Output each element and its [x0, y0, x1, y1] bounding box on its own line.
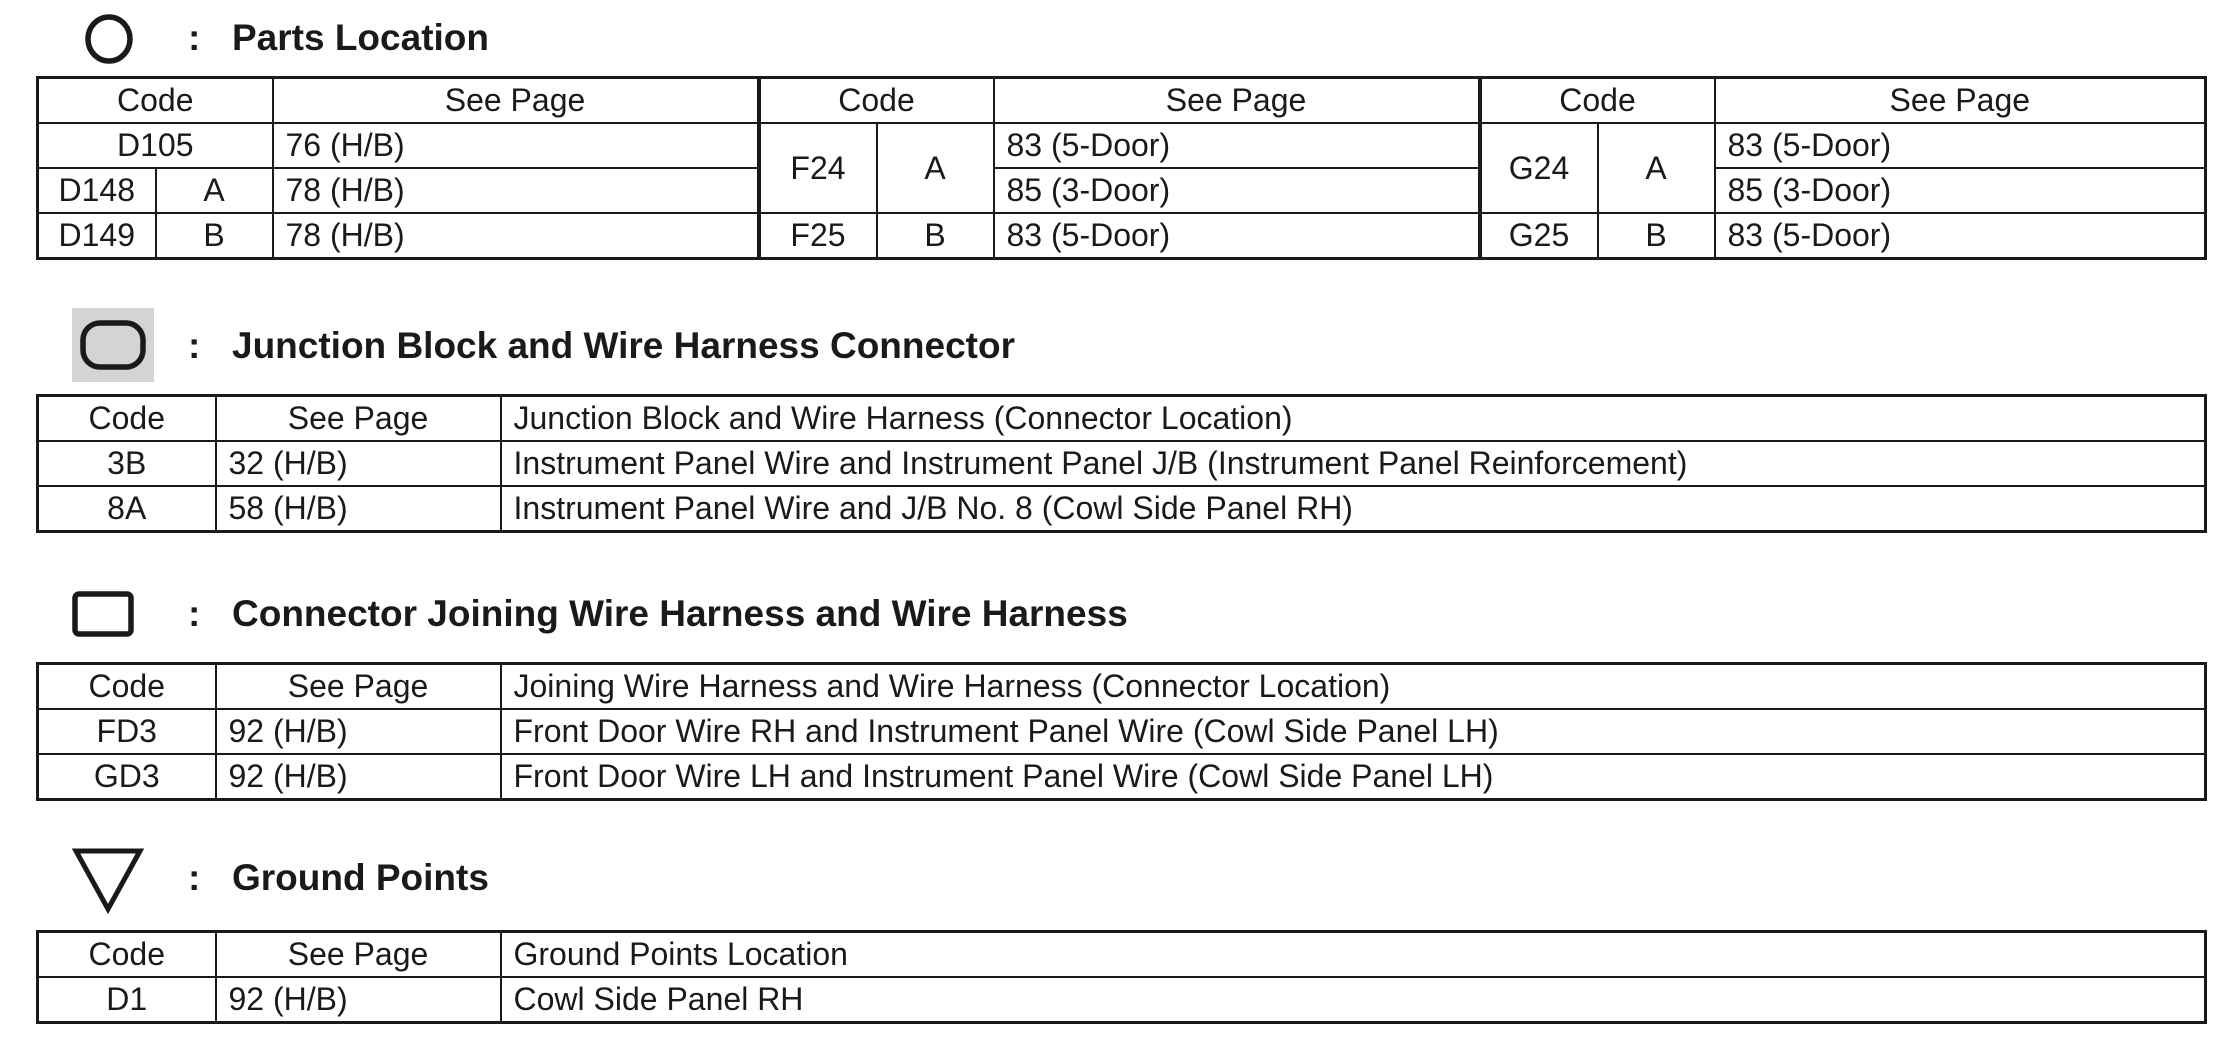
circle-icon — [84, 14, 134, 64]
parts-location-table — [36, 76, 2207, 260]
page-cell: 32 (H/B) — [216, 441, 501, 486]
page-cell: 92 (H/B) — [216, 977, 501, 1023]
table-header-row — [38, 664, 2206, 710]
see-page-header: See Page — [216, 396, 501, 442]
joining-connector-table — [36, 662, 2207, 801]
table-row — [38, 213, 2206, 259]
location-cell: Cowl Side Panel RH — [501, 977, 2206, 1023]
table-row — [38, 168, 2206, 213]
page-cell: 83 (5-Door) — [1715, 123, 2206, 168]
code-header: Code — [38, 396, 216, 442]
rounded-rectangle-icon — [72, 308, 154, 382]
section-colon: : — [188, 325, 201, 366]
junction-block-header — [0, 300, 2234, 380]
page-cell: 85 (3-Door) — [994, 168, 1480, 213]
see-page-header: See Page — [1715, 78, 2206, 124]
code-header: Code — [759, 78, 994, 124]
page-cell: 83 (5-Door) — [994, 123, 1480, 168]
code-cell: D105 — [38, 123, 273, 168]
code-cell: 3B — [38, 441, 216, 486]
joining-connector-title: Connector Joining Wire Harness and Wire Harness — [232, 593, 1128, 634]
section-colon: : — [188, 857, 201, 898]
code-header: Code — [38, 932, 216, 978]
location-header: Joining Wire Harness and Wire Harness (Connector Location) — [501, 664, 2206, 710]
page-cell: 92 (H/B) — [216, 754, 501, 800]
table-row — [38, 486, 2206, 532]
code-header: Code — [38, 78, 273, 124]
see-page-header: See Page — [216, 932, 501, 978]
location-cell: Instrument Panel Wire and J/B No. 8 (Cowl Side Panel RH) — [501, 486, 2206, 532]
pin-cell: A — [156, 168, 273, 213]
parts-location-header — [0, 0, 2234, 80]
location-cell: Front Door Wire LH and Instrument Panel Wire (Cowl Side Panel LH) — [501, 754, 2206, 800]
see-page-header: See Page — [994, 78, 1480, 124]
ground-points-title: Ground Points — [232, 857, 489, 898]
see-page-header: See Page — [216, 664, 501, 710]
code-cell: FD3 — [38, 709, 216, 754]
pin-cell: A — [1598, 123, 1715, 213]
table-row — [38, 441, 2206, 486]
table-header-row — [38, 396, 2206, 442]
junction-block-title: Junction Block and Wire Harness Connector — [232, 325, 1015, 366]
code-cell: F24 — [759, 123, 877, 213]
table-row — [38, 123, 2206, 168]
page-cell: 76 (H/B) — [273, 123, 759, 168]
pin-cell: A — [877, 123, 994, 213]
inverted-triangle-icon — [72, 846, 144, 914]
section-colon: : — [188, 17, 201, 58]
code-cell: 8A — [38, 486, 216, 532]
code-cell: D148 — [38, 168, 156, 213]
code-header: Code — [38, 664, 216, 710]
parts-location-title: Parts Location — [232, 17, 489, 58]
page-cell: 92 (H/B) — [216, 709, 501, 754]
ground-points-header — [0, 842, 2234, 922]
section-colon: : — [188, 593, 201, 634]
page-cell: 78 (H/B) — [273, 213, 759, 259]
joining-connector-header — [0, 578, 2234, 658]
code-cell: D149 — [38, 213, 156, 259]
location-cell: Front Door Wire RH and Instrument Panel Wire (Cowl Side Panel LH) — [501, 709, 2206, 754]
page-cell: 78 (H/B) — [273, 168, 759, 213]
ground-points-table — [36, 930, 2207, 1024]
table-row — [38, 754, 2206, 800]
table-header-row — [38, 932, 2206, 978]
rectangle-icon — [72, 590, 134, 640]
code-cell: D1 — [38, 977, 216, 1023]
table-header-row — [38, 78, 2206, 124]
page-cell: 58 (H/B) — [216, 486, 501, 532]
table-row — [38, 977, 2206, 1023]
code-cell: GD3 — [38, 754, 216, 800]
table-row — [38, 709, 2206, 754]
pin-cell: B — [156, 213, 273, 259]
page-cell: 83 (5-Door) — [1715, 213, 2206, 259]
code-cell: F25 — [759, 213, 877, 259]
code-header: Code — [1480, 78, 1715, 124]
page-cell: 85 (3-Door) — [1715, 168, 2206, 213]
pin-cell: B — [1598, 213, 1715, 259]
code-cell: G24 — [1480, 123, 1598, 213]
page-cell: 83 (5-Door) — [994, 213, 1480, 259]
code-cell: G25 — [1480, 213, 1598, 259]
location-header: Ground Points Location — [501, 932, 2206, 978]
see-page-header: See Page — [273, 78, 759, 124]
pin-cell: B — [877, 213, 994, 259]
junction-block-table — [36, 394, 2207, 533]
location-header: Junction Block and Wire Harness (Connector Location) — [501, 396, 2206, 442]
location-cell: Instrument Panel Wire and Instrument Panel J/B (Instrument Panel Reinforcement) — [501, 441, 2206, 486]
